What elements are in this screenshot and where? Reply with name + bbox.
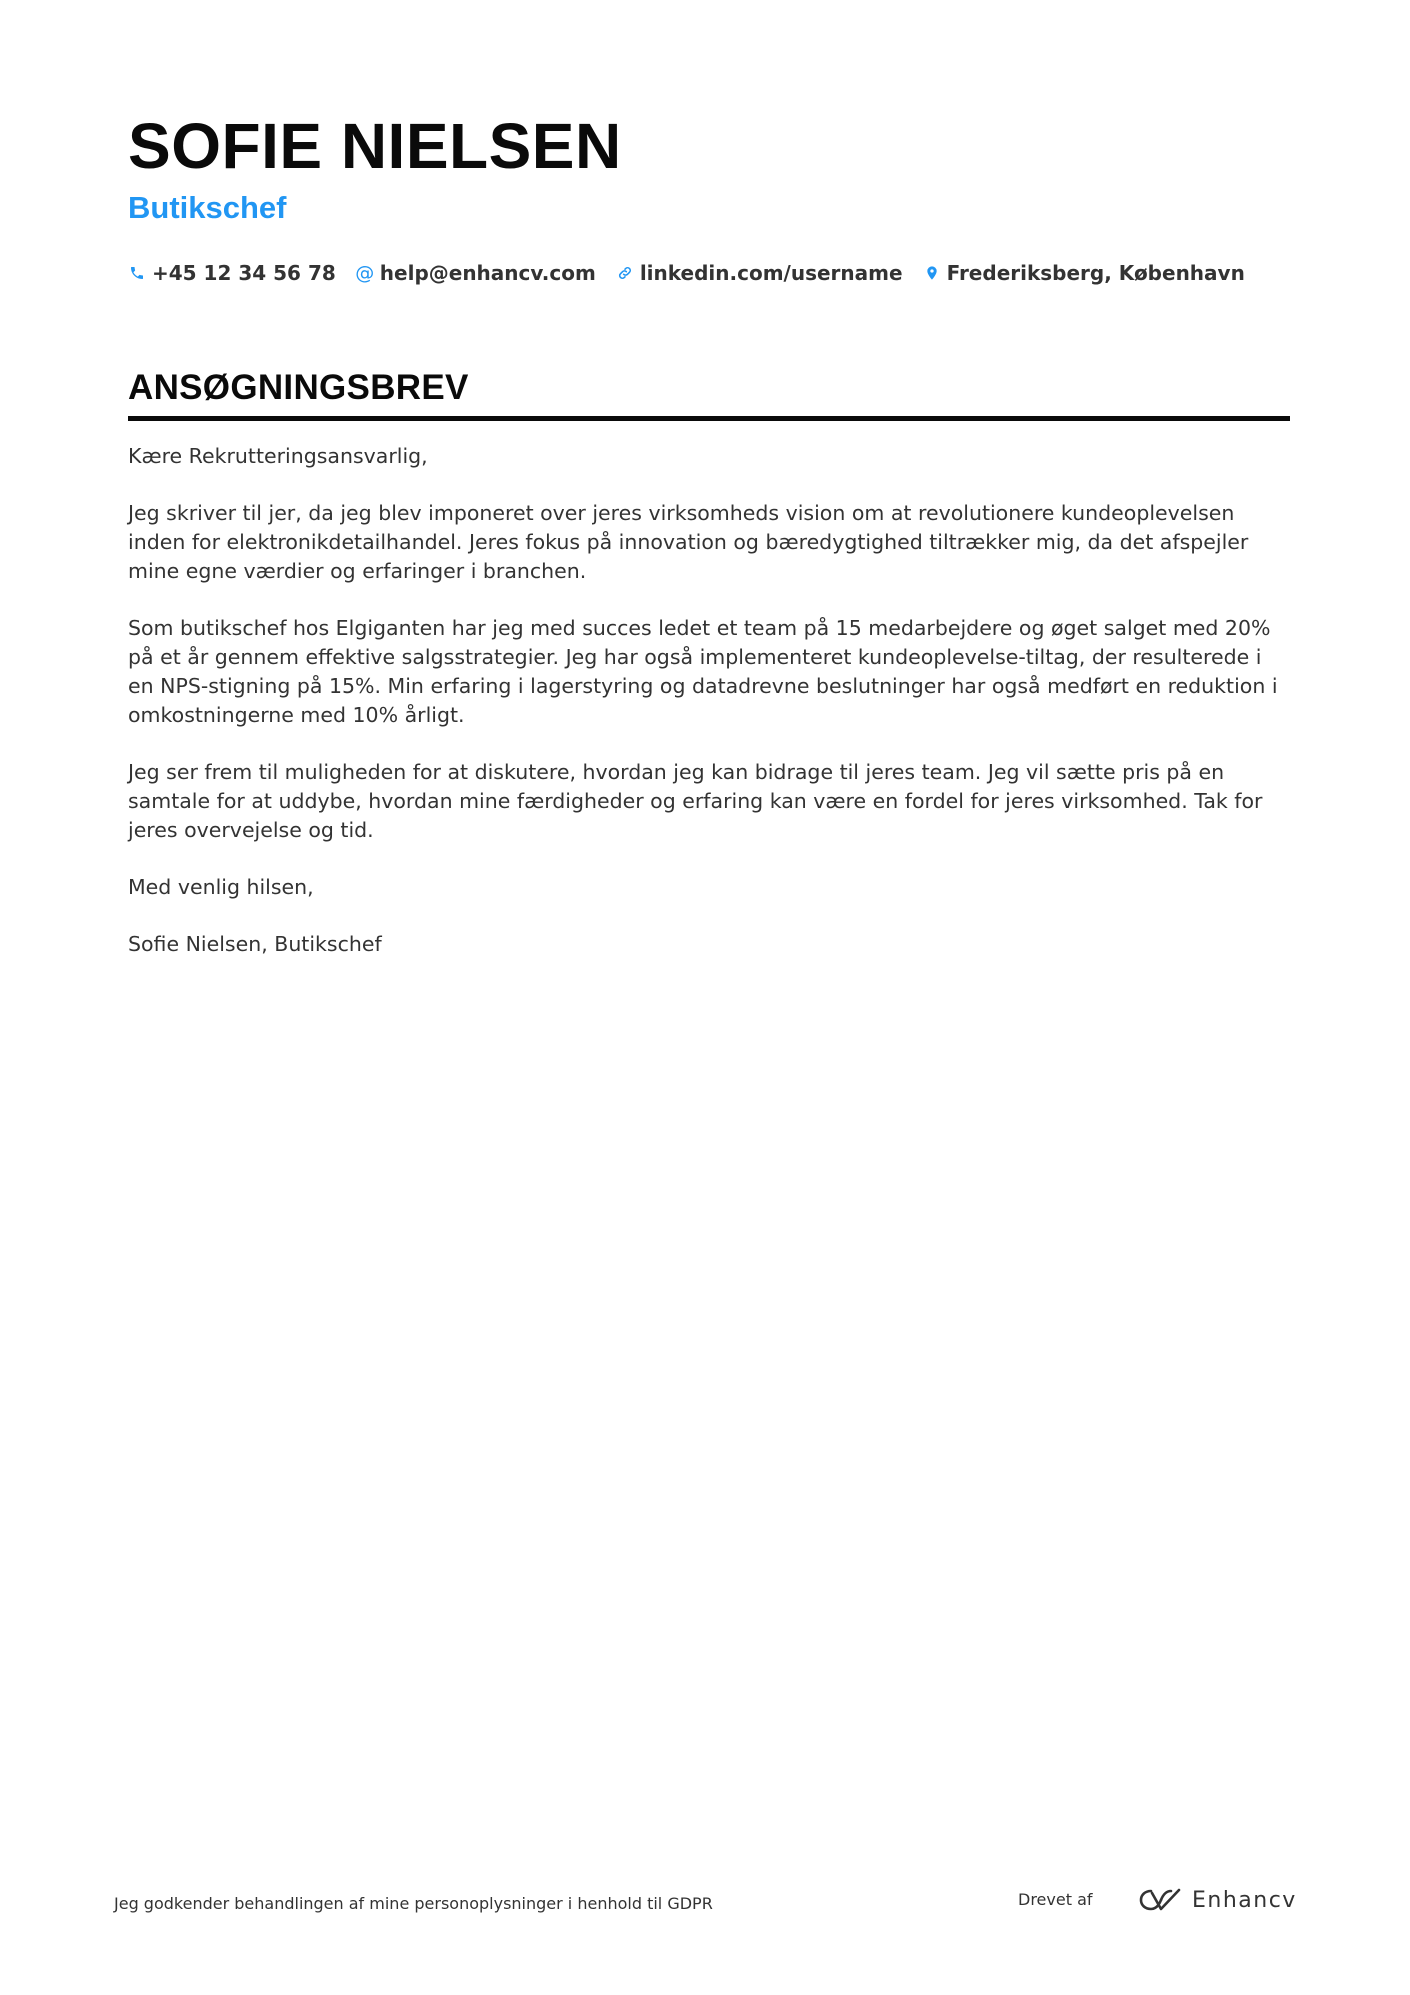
- letter-closing: Med venlig hilsen,: [128, 875, 314, 899]
- section-title: ANSØGNINGSBREV: [128, 368, 469, 407]
- contact-email: [356, 261, 596, 285]
- enhancv-logo[interactable]: [1138, 1886, 1297, 1914]
- link-icon: [616, 264, 634, 282]
- brand-name: Enhancv: [1192, 1887, 1297, 1913]
- linkedin-url: linkedin.com/username: [639, 261, 903, 285]
- gdpr-consent: Jeg godkender behandlingen af mine personoplysninger i henhold til GDPR: [114, 1894, 713, 1913]
- contact-bar: [128, 258, 1290, 288]
- letter-paragraph: Jeg skriver til jer, da jeg blev imponeret over jeres virksomheds vision om at revolutionere kundeoplevelsen inden for elektronikdetailhandel. Jeres fokus på innovation og bæredygtighed tiltrækker mig, da det afspejler mine egne værdier og erfaringer i branchen.: [128, 501, 1249, 583]
- contact-phone: [128, 261, 336, 285]
- powered-by-label: Drevet af: [1018, 1890, 1093, 1909]
- phone-icon: [128, 264, 146, 282]
- location-pin-icon: [923, 264, 941, 282]
- letter-greeting: Kære Rekrutteringsansvarlig,: [128, 444, 428, 468]
- letter-signature: Sofie Nielsen, Butikschef: [128, 932, 382, 956]
- letter-body: [128, 442, 1290, 987]
- phone-number: +45 12 34 56 78: [152, 261, 336, 285]
- section-divider: [128, 416, 1290, 421]
- header: [128, 108, 1290, 288]
- at-icon: @: [355, 262, 375, 284]
- cover-letter-section: [128, 366, 1290, 421]
- contact-linkedin: [616, 261, 903, 285]
- candidate-name: SOFIE NIELSEN: [128, 110, 622, 182]
- email-address: help@enhancv.com: [379, 261, 596, 285]
- letter-paragraph: Jeg ser frem til muligheden for at diskutere, hvordan jeg kan bidrage til jeres team. Jeg vil sætte pris på en samtale for at uddybe, hvordan mine færdigheder og erfaring kan være en fordel for jeres virksomhed. Tak for jeres overvejelse og tid.: [128, 760, 1263, 842]
- contact-location: [923, 261, 1245, 285]
- location: Frederiksberg, København: [946, 261, 1245, 285]
- enhancv-logo-icon: [1138, 1886, 1184, 1914]
- letter-paragraph: Som butikschef hos Elgiganten har jeg med succes ledet et team på 15 medarbejdere og øget salget med 20% på et år gennem effektive salgsstrategier. Jeg har også implementeret kundeoplevelse-tiltag, der resulterede i en NPS-stigning på 15%. Min erfaring i lagerstyring og datadrevne beslutninger har også medført en reduktion i omkostningerne med 10% årligt.: [128, 616, 1278, 727]
- job-title: Butikschef: [128, 190, 287, 225]
